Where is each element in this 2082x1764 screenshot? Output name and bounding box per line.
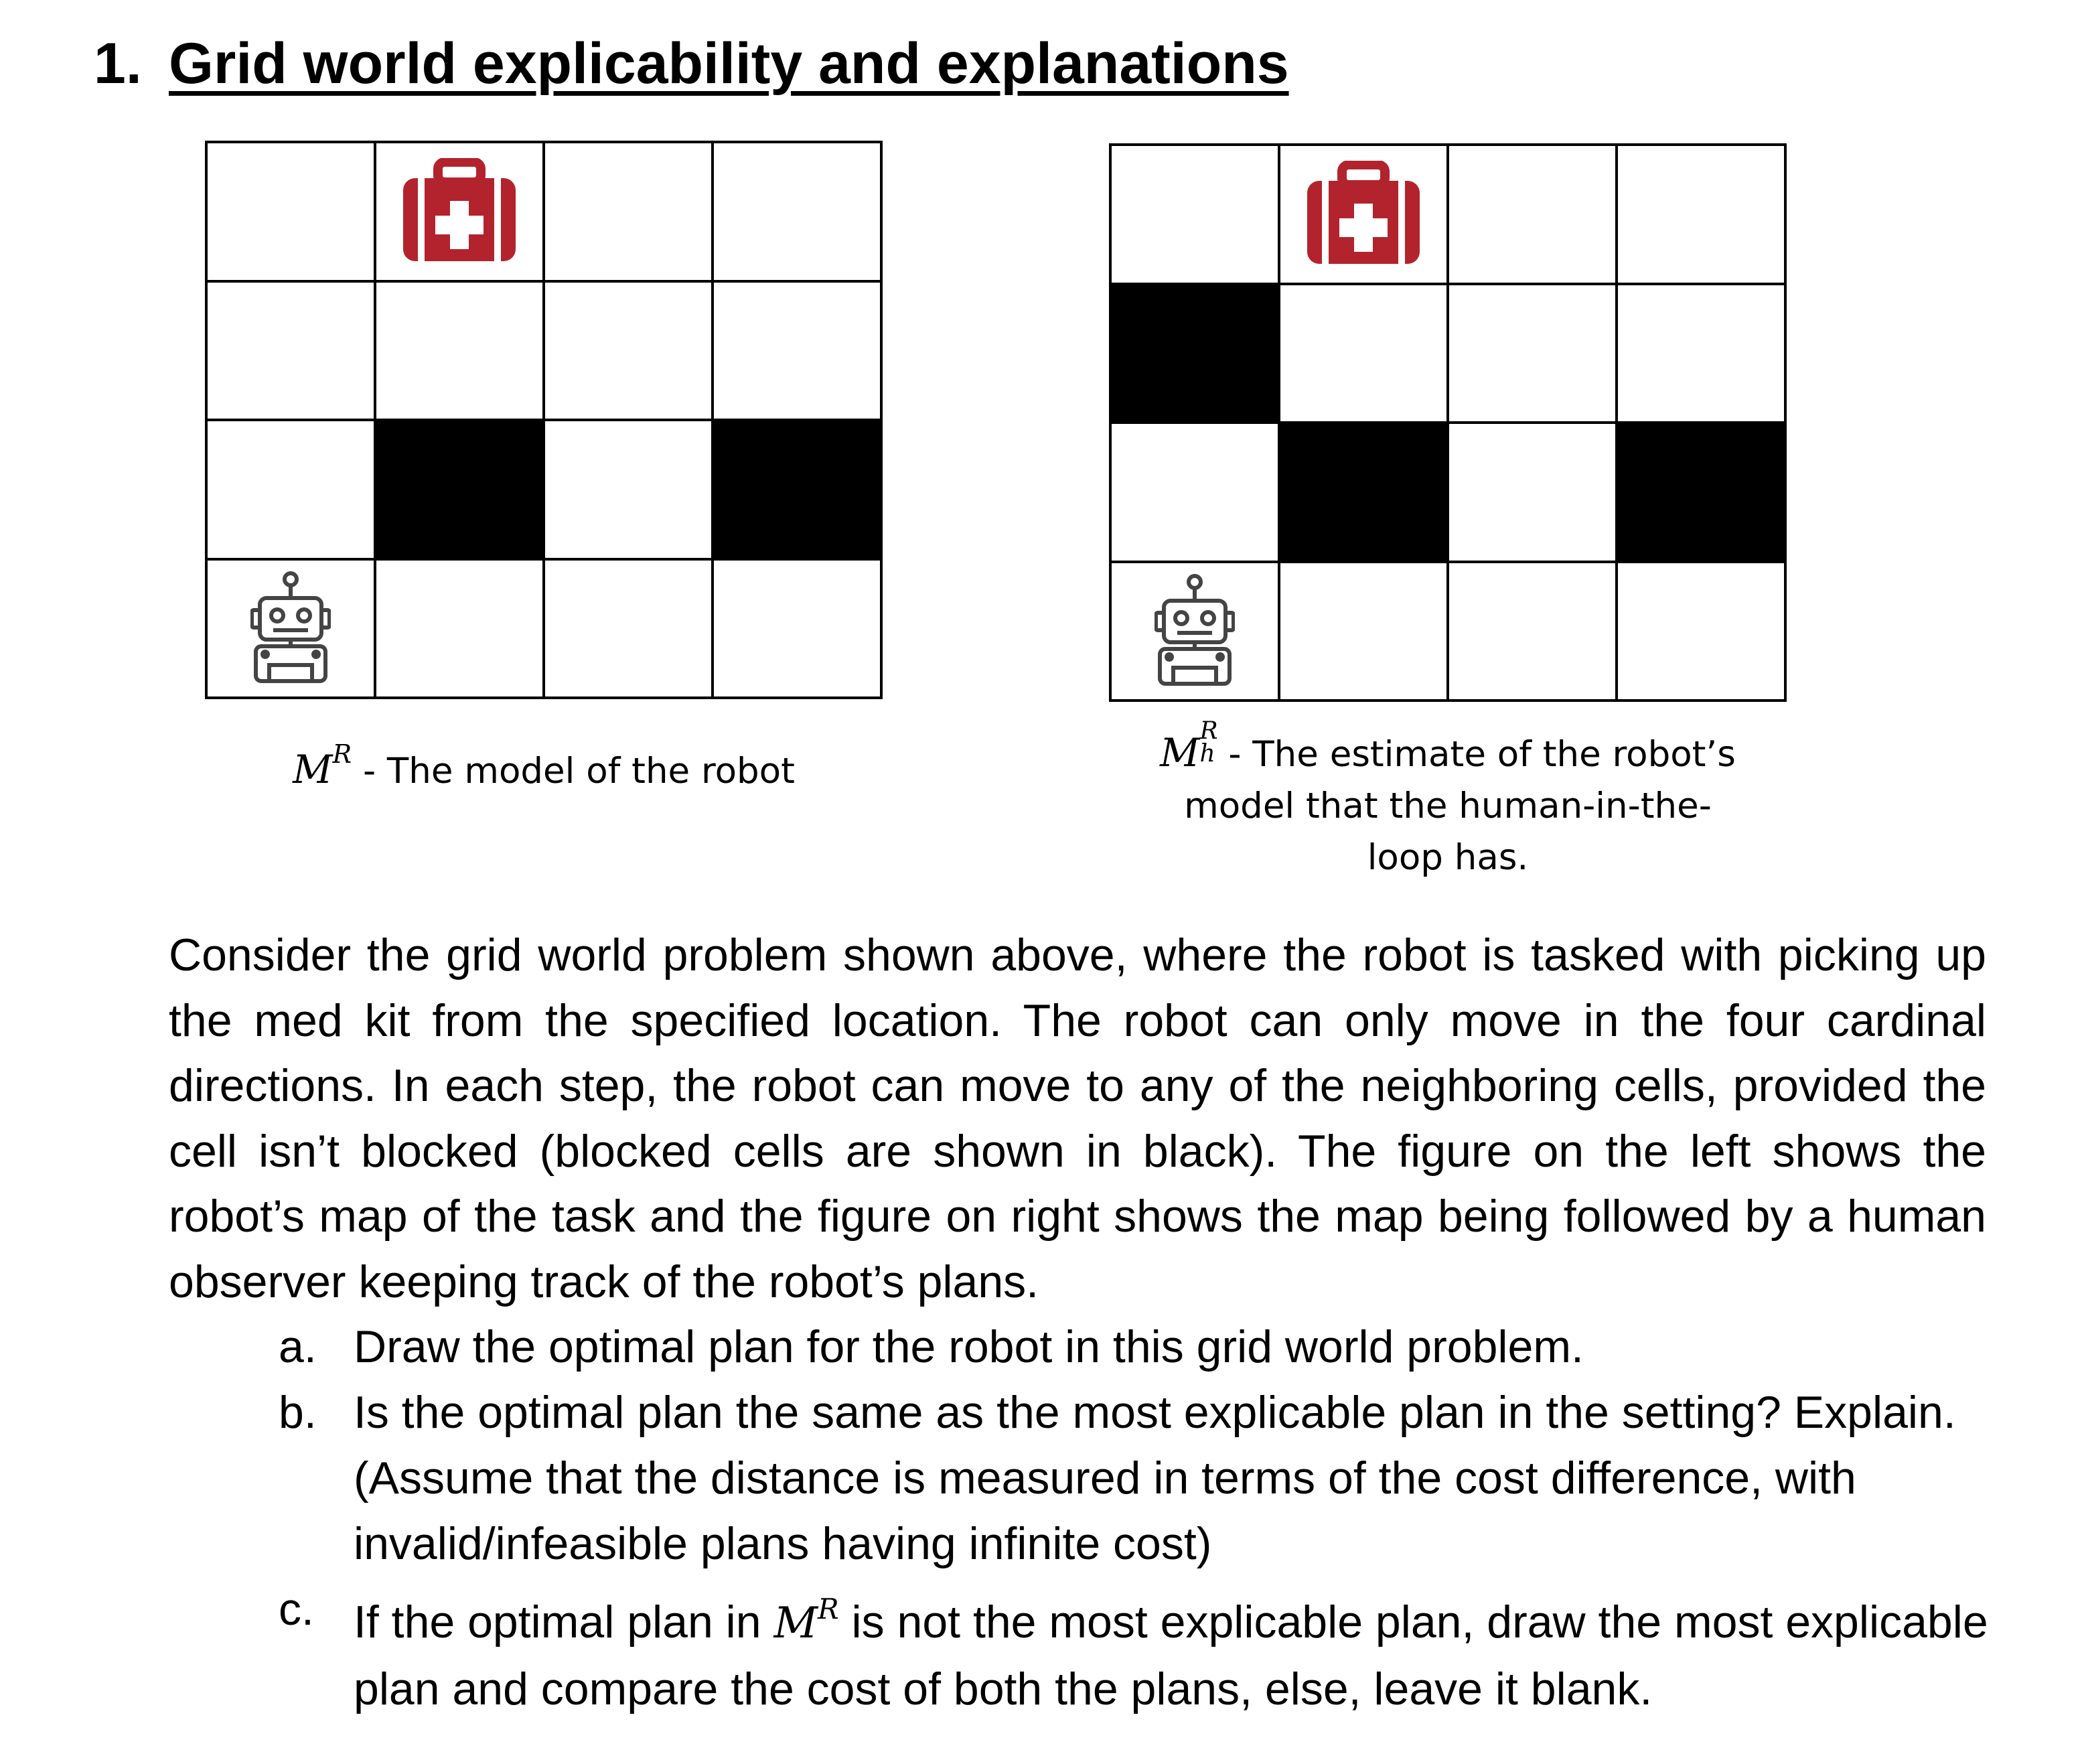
grid-cell: [713, 281, 881, 421]
question-item-a: [279, 1314, 1993, 1380]
model-symbol: $M^R$: [293, 739, 352, 792]
caption-line-3: loop has.: [1367, 837, 1529, 878]
grid-cell: [1110, 423, 1279, 562]
grid-cell: [1448, 145, 1617, 284]
grid-cell: [375, 559, 544, 699]
grid-cell: [544, 420, 713, 559]
question-title: Grid world explicability and explanations: [169, 31, 1289, 96]
question-label: a.: [279, 1321, 317, 1372]
grid-cell: [1110, 145, 1279, 284]
human-estimate-caption: [1109, 717, 1787, 883]
human-estimate-grid: [1109, 143, 1787, 702]
grid-cell: [1279, 145, 1448, 284]
grid-cell: [206, 420, 375, 559]
grid-cell: [713, 142, 881, 281]
grid-cell: [544, 142, 713, 281]
robot-model-caption: [205, 729, 883, 797]
grid-cell: [206, 281, 375, 421]
caption-text: - The model of the robot: [352, 751, 795, 792]
blocked-cell: [375, 420, 544, 559]
blocked-cell: [1617, 423, 1785, 562]
grid-cell: [713, 559, 881, 699]
question-text: If the optimal plan in $M^R$ is not the most explicable plan, draw the most explicable plan and compare the cost of both the plans, else, leave it blank.: [354, 1593, 1988, 1714]
question-text: Is the optimal plan the same as the most explicable plan in the setting? Explain. (Assume that the distance is measured in terms of the cost difference, with invalid/infeasible plans having infinite cost): [354, 1387, 1956, 1569]
robot-icon: [1155, 574, 1235, 688]
grid-cell: [1448, 423, 1617, 562]
grid-cell: [1279, 562, 1448, 701]
question-text: Draw the optimal plan for the robot in this grid world problem.: [354, 1321, 1584, 1372]
caption-line-2: model that the human-in-the-: [1184, 786, 1712, 826]
blocked-cell: [1110, 284, 1279, 423]
question-list: [279, 1314, 1993, 1722]
grid-cell: [206, 142, 375, 281]
question-item-c: [279, 1576, 1993, 1722]
grid-cell: [375, 142, 544, 281]
medkit-icon: [1303, 161, 1424, 268]
model-symbol: $M^R$: [773, 1593, 839, 1648]
grid-cell: [1617, 145, 1785, 284]
grid-cell: [1279, 284, 1448, 423]
caption-line-1: M R h - The estimate of the robot’s: [1160, 717, 1736, 776]
question-number: 1.: [94, 31, 142, 96]
question-label: c.: [279, 1584, 314, 1635]
blocked-cell: [1279, 423, 1448, 562]
grid-cell: [1617, 284, 1785, 423]
robot-icon: [250, 571, 331, 685]
grid-cell: [1448, 284, 1617, 423]
grid-cell: [544, 559, 713, 699]
robot-model-grid: [205, 141, 883, 699]
question-item-b: [279, 1380, 1993, 1576]
grid-cell: [1448, 562, 1617, 701]
estimate-symbol: M R h: [1160, 717, 1218, 776]
question-heading: [94, 27, 1289, 100]
grid-cell: [375, 281, 544, 421]
medkit-icon: [399, 158, 520, 265]
grid-cell: [206, 559, 375, 699]
blocked-cell: [713, 420, 881, 559]
grid-cell: [1110, 562, 1279, 701]
question-label: b.: [279, 1387, 317, 1438]
grid-cell: [544, 281, 713, 421]
problem-description: Consider the grid world problem shown above, where the robot is tasked with picking up the med kit from the specified location. The robot can only move in the four cardinal directions. In each step, the robot can move to any of the neighboring cells, provided the cell isn’t blocked (blocked cells are shown in black). The figure on the left shows the robot’s map of the task and the figure on right shows the map being followed by a human observer keeping track of the robot’s plans.: [169, 930, 1986, 1307]
grid-cell: [1617, 562, 1785, 701]
